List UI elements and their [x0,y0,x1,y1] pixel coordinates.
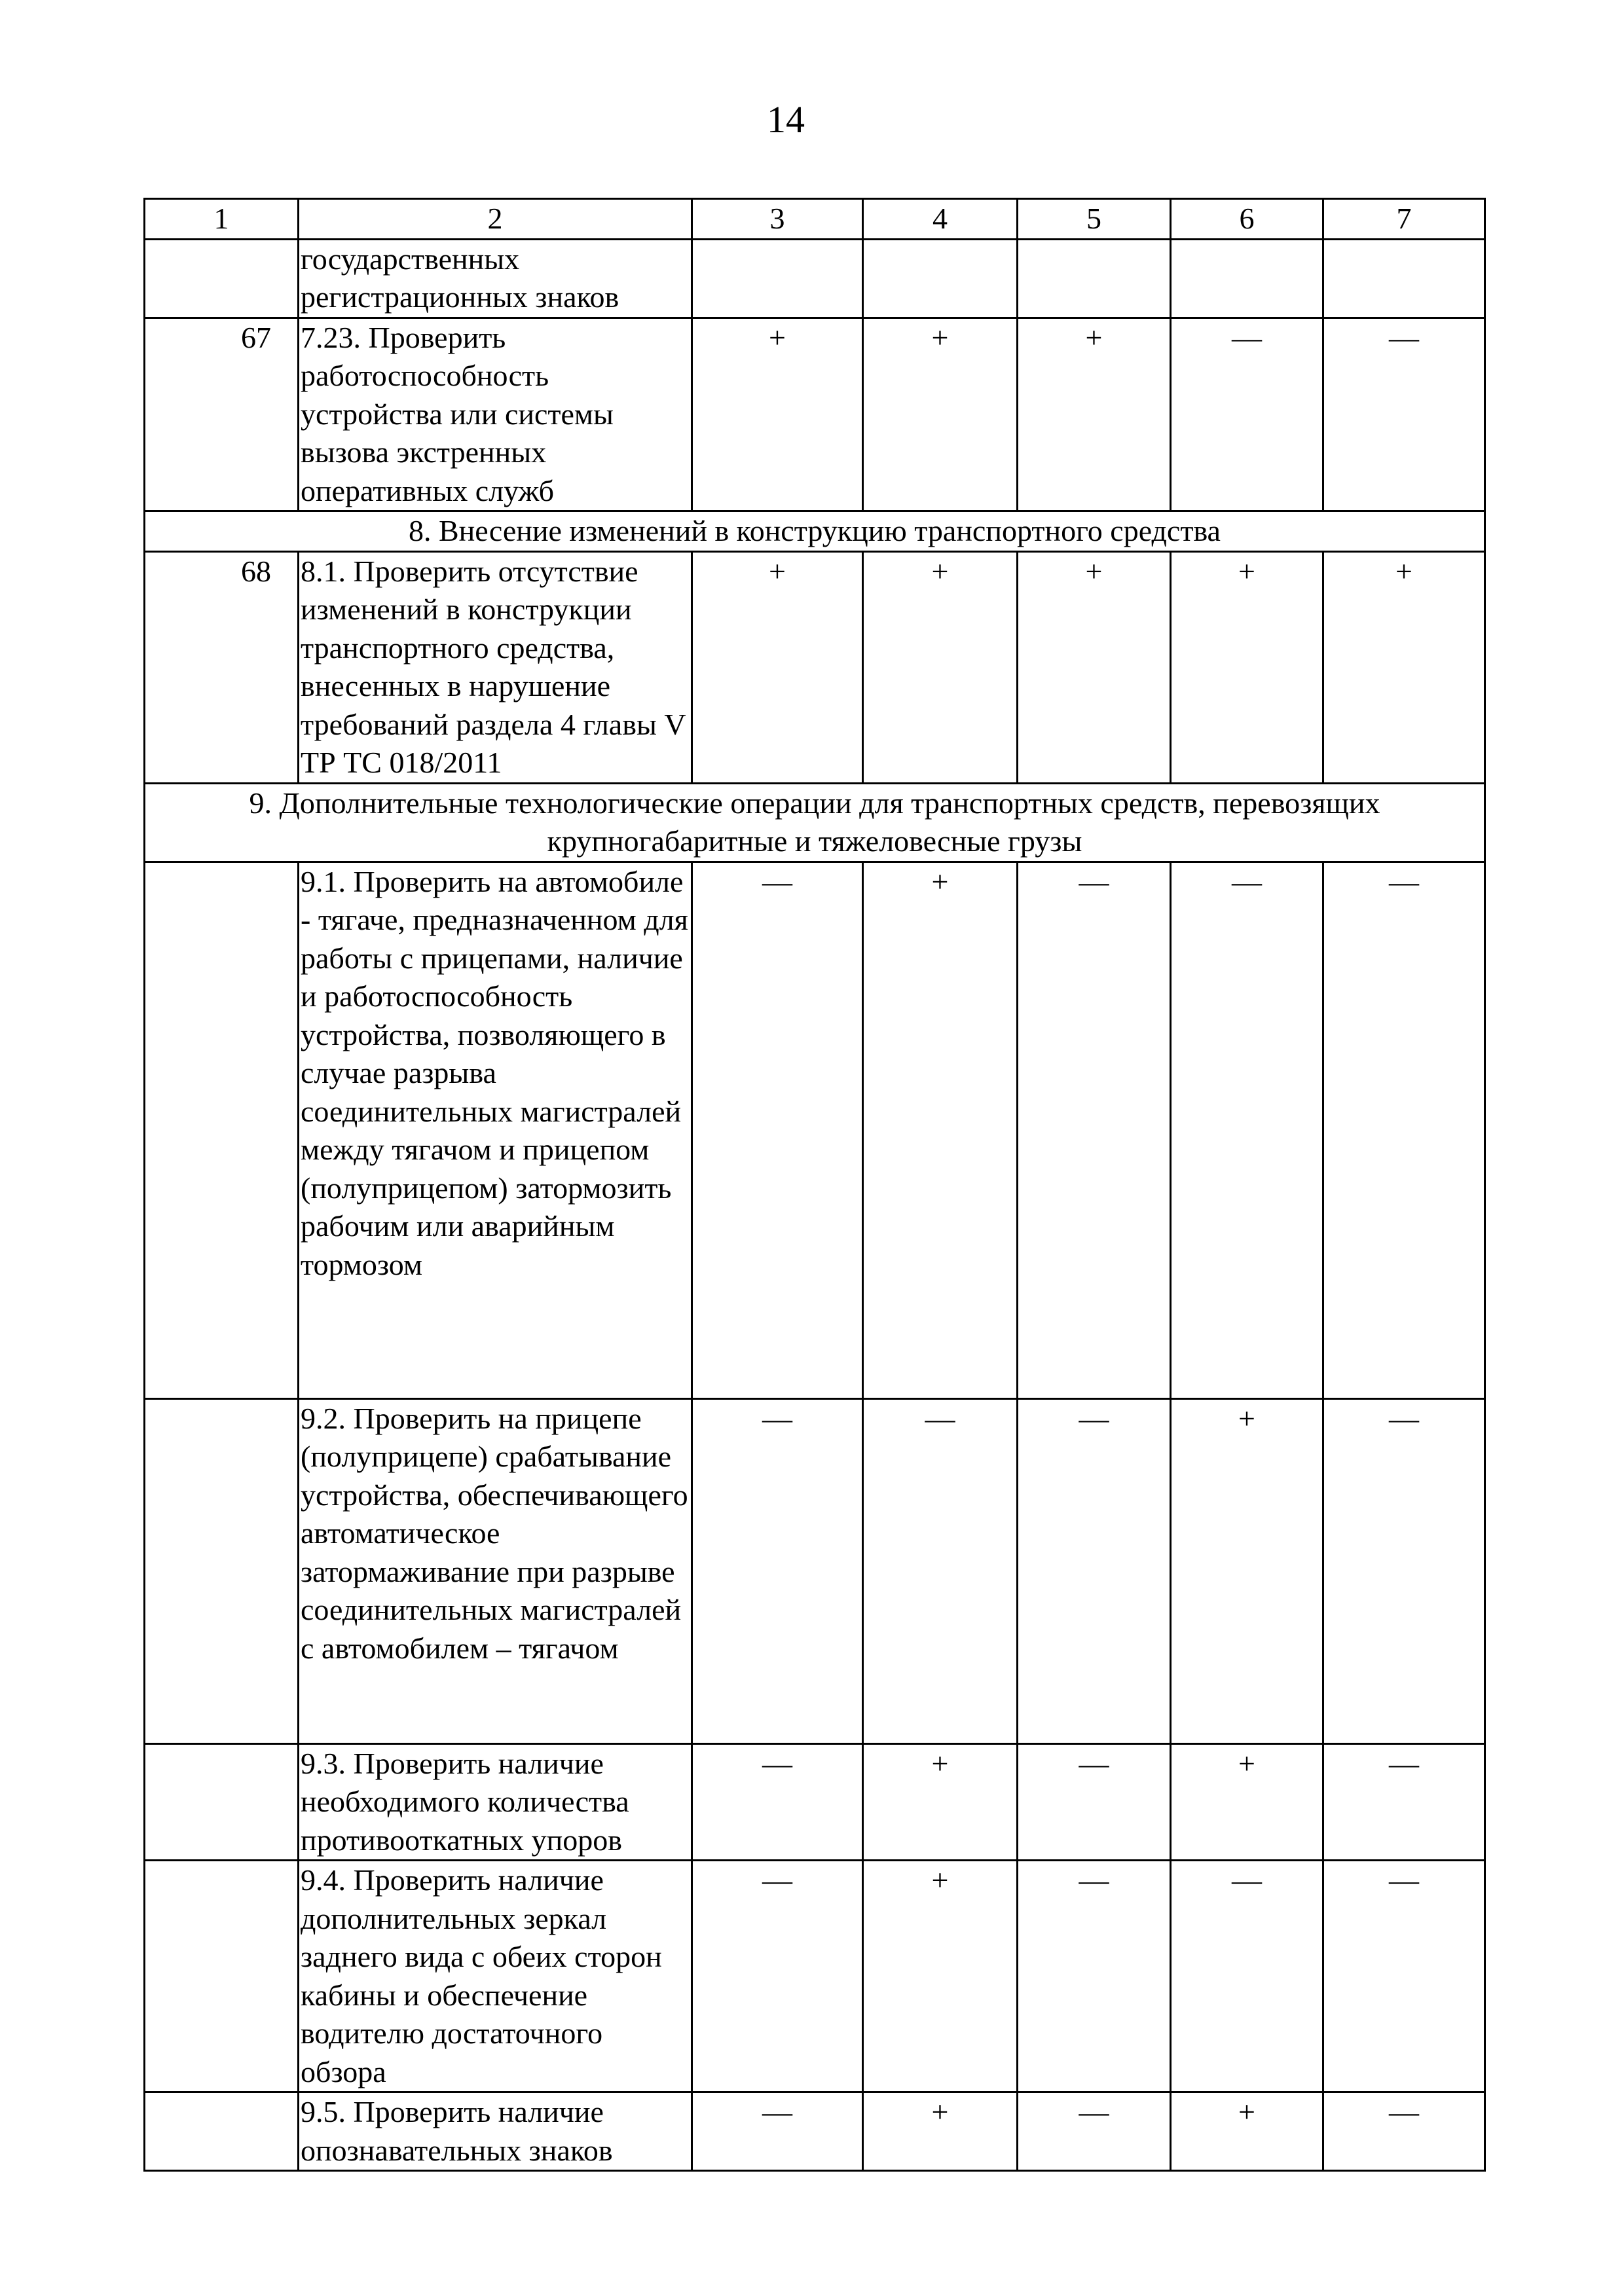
row-description: 9.4. Проверить наличие дополнительных зеркал заднего вида с обеих сторон кабины и обеспечение водителю достаточного обзора [299,1861,692,2092]
mark-cell: — [1323,1743,1485,1861]
table-row [145,1861,1485,2092]
mark-cell: + [1171,1398,1323,1743]
column-header: 4 [863,199,1018,240]
page-number: 14 [767,98,805,141]
column-header: 5 [1018,199,1171,240]
mark-cell: + [1323,551,1485,783]
mark-cell: + [863,1861,1018,2092]
mark-cell: — [1018,1743,1171,1861]
mark-cell [1171,239,1323,318]
mark-cell: — [1018,862,1171,1398]
table-row [145,551,1485,783]
row-number-cell [145,239,299,318]
mark-cell: — [1018,1398,1171,1743]
mark-cell: — [1323,1398,1485,1743]
mark-cell: — [692,1743,863,1861]
mark-cell: — [692,862,863,1398]
row-number-cell [145,318,299,511]
row-description: 7.23. Проверить работоспособность устройства или системы вызова экстренных оперативных служб [299,318,692,511]
mark-cell: — [1171,318,1323,511]
mark-cell: — [863,1398,1018,1743]
mark-cell: + [1018,318,1171,511]
mark-cell: — [1323,862,1485,1398]
mark-cell: — [1171,862,1323,1398]
section-row [145,511,1485,552]
mark-cell: — [1018,1861,1171,2092]
mark-cell: — [1323,1861,1485,2092]
mark-cell: + [692,318,863,511]
mark-cell: + [1171,1743,1323,1861]
row-number: 68 [241,554,271,588]
row-number-cell [145,1743,299,1861]
mark-cell: + [1018,551,1171,783]
column-header: 3 [692,199,863,240]
column-header: 7 [1323,199,1485,240]
mark-cell: — [692,1398,863,1743]
row-description: государственных регистрационных знаков [299,239,692,318]
table-row [145,1398,1485,1743]
mark-cell [692,239,863,318]
mark-cell [1018,239,1171,318]
row-number-cell [145,1861,299,2092]
section-row [145,783,1485,862]
mark-cell: — [692,2092,863,2171]
mark-cell: + [1171,2092,1323,2171]
row-description: 9.3. Проверить наличие необходимого количества противооткатных упоров [299,1743,692,1861]
column-header: 2 [299,199,692,240]
row-description: 9.2. Проверить на прицепе (полуприцепе) срабатывание устройства, обеспечивающего автоматическое затормаживание при разрыве соединительных магистралей с автомобилем – тягачом [299,1398,692,1743]
row-number: 67 [241,320,271,354]
table-row [145,2092,1485,2171]
column-header: 1 [145,199,299,240]
row-number-cell [145,1398,299,1743]
section-title: 9. Дополнительные технологические операции для транспортных средств, перевозящих крупногабаритные и тяжеловесные грузы [145,783,1485,862]
table-row [145,239,1485,318]
mark-cell: + [1171,551,1323,783]
mark-cell: — [1018,2092,1171,2171]
row-number-cell [145,862,299,1398]
mark-cell [863,239,1018,318]
table-row [145,1743,1485,1861]
row-description: 8.1. Проверить отсутствие изменений в конструкции транспортного средства, внесенных в нарушение требований раздела 4 главы V ТР ТС 018/2011 [299,551,692,783]
mark-cell: — [692,1861,863,2092]
mark-cell: + [692,551,863,783]
table-row [145,862,1485,1398]
mark-cell: — [1323,2092,1485,2171]
mark-cell: — [1171,1861,1323,2092]
row-description: 9.5. Проверить наличие опознавательных знаков [299,2092,692,2171]
mark-cell: — [1323,318,1485,511]
mark-cell: + [863,1743,1018,1861]
row-description: 9.1. Проверить на автомобиле - тягаче, предназначенном для работы с прицепами, наличие и работоспособность устройства, позволяющего в случае разрыва соединительных магистралей между тягачом и прицепом (полуприцепом) затормозить рабочим или аварийным тормозом [299,862,692,1398]
mark-cell: + [863,551,1018,783]
column-number-row [145,199,1485,240]
mark-cell: + [863,2092,1018,2171]
section-title: 8. Внесение изменений в конструкцию транспортного средства [145,511,1485,552]
table-row [145,318,1485,511]
mark-cell [1323,239,1485,318]
mark-cell: + [863,318,1018,511]
inspection-table [143,198,1486,2172]
row-number-cell [145,551,299,783]
column-header: 6 [1171,199,1323,240]
mark-cell: + [863,862,1018,1398]
row-number-cell [145,2092,299,2171]
